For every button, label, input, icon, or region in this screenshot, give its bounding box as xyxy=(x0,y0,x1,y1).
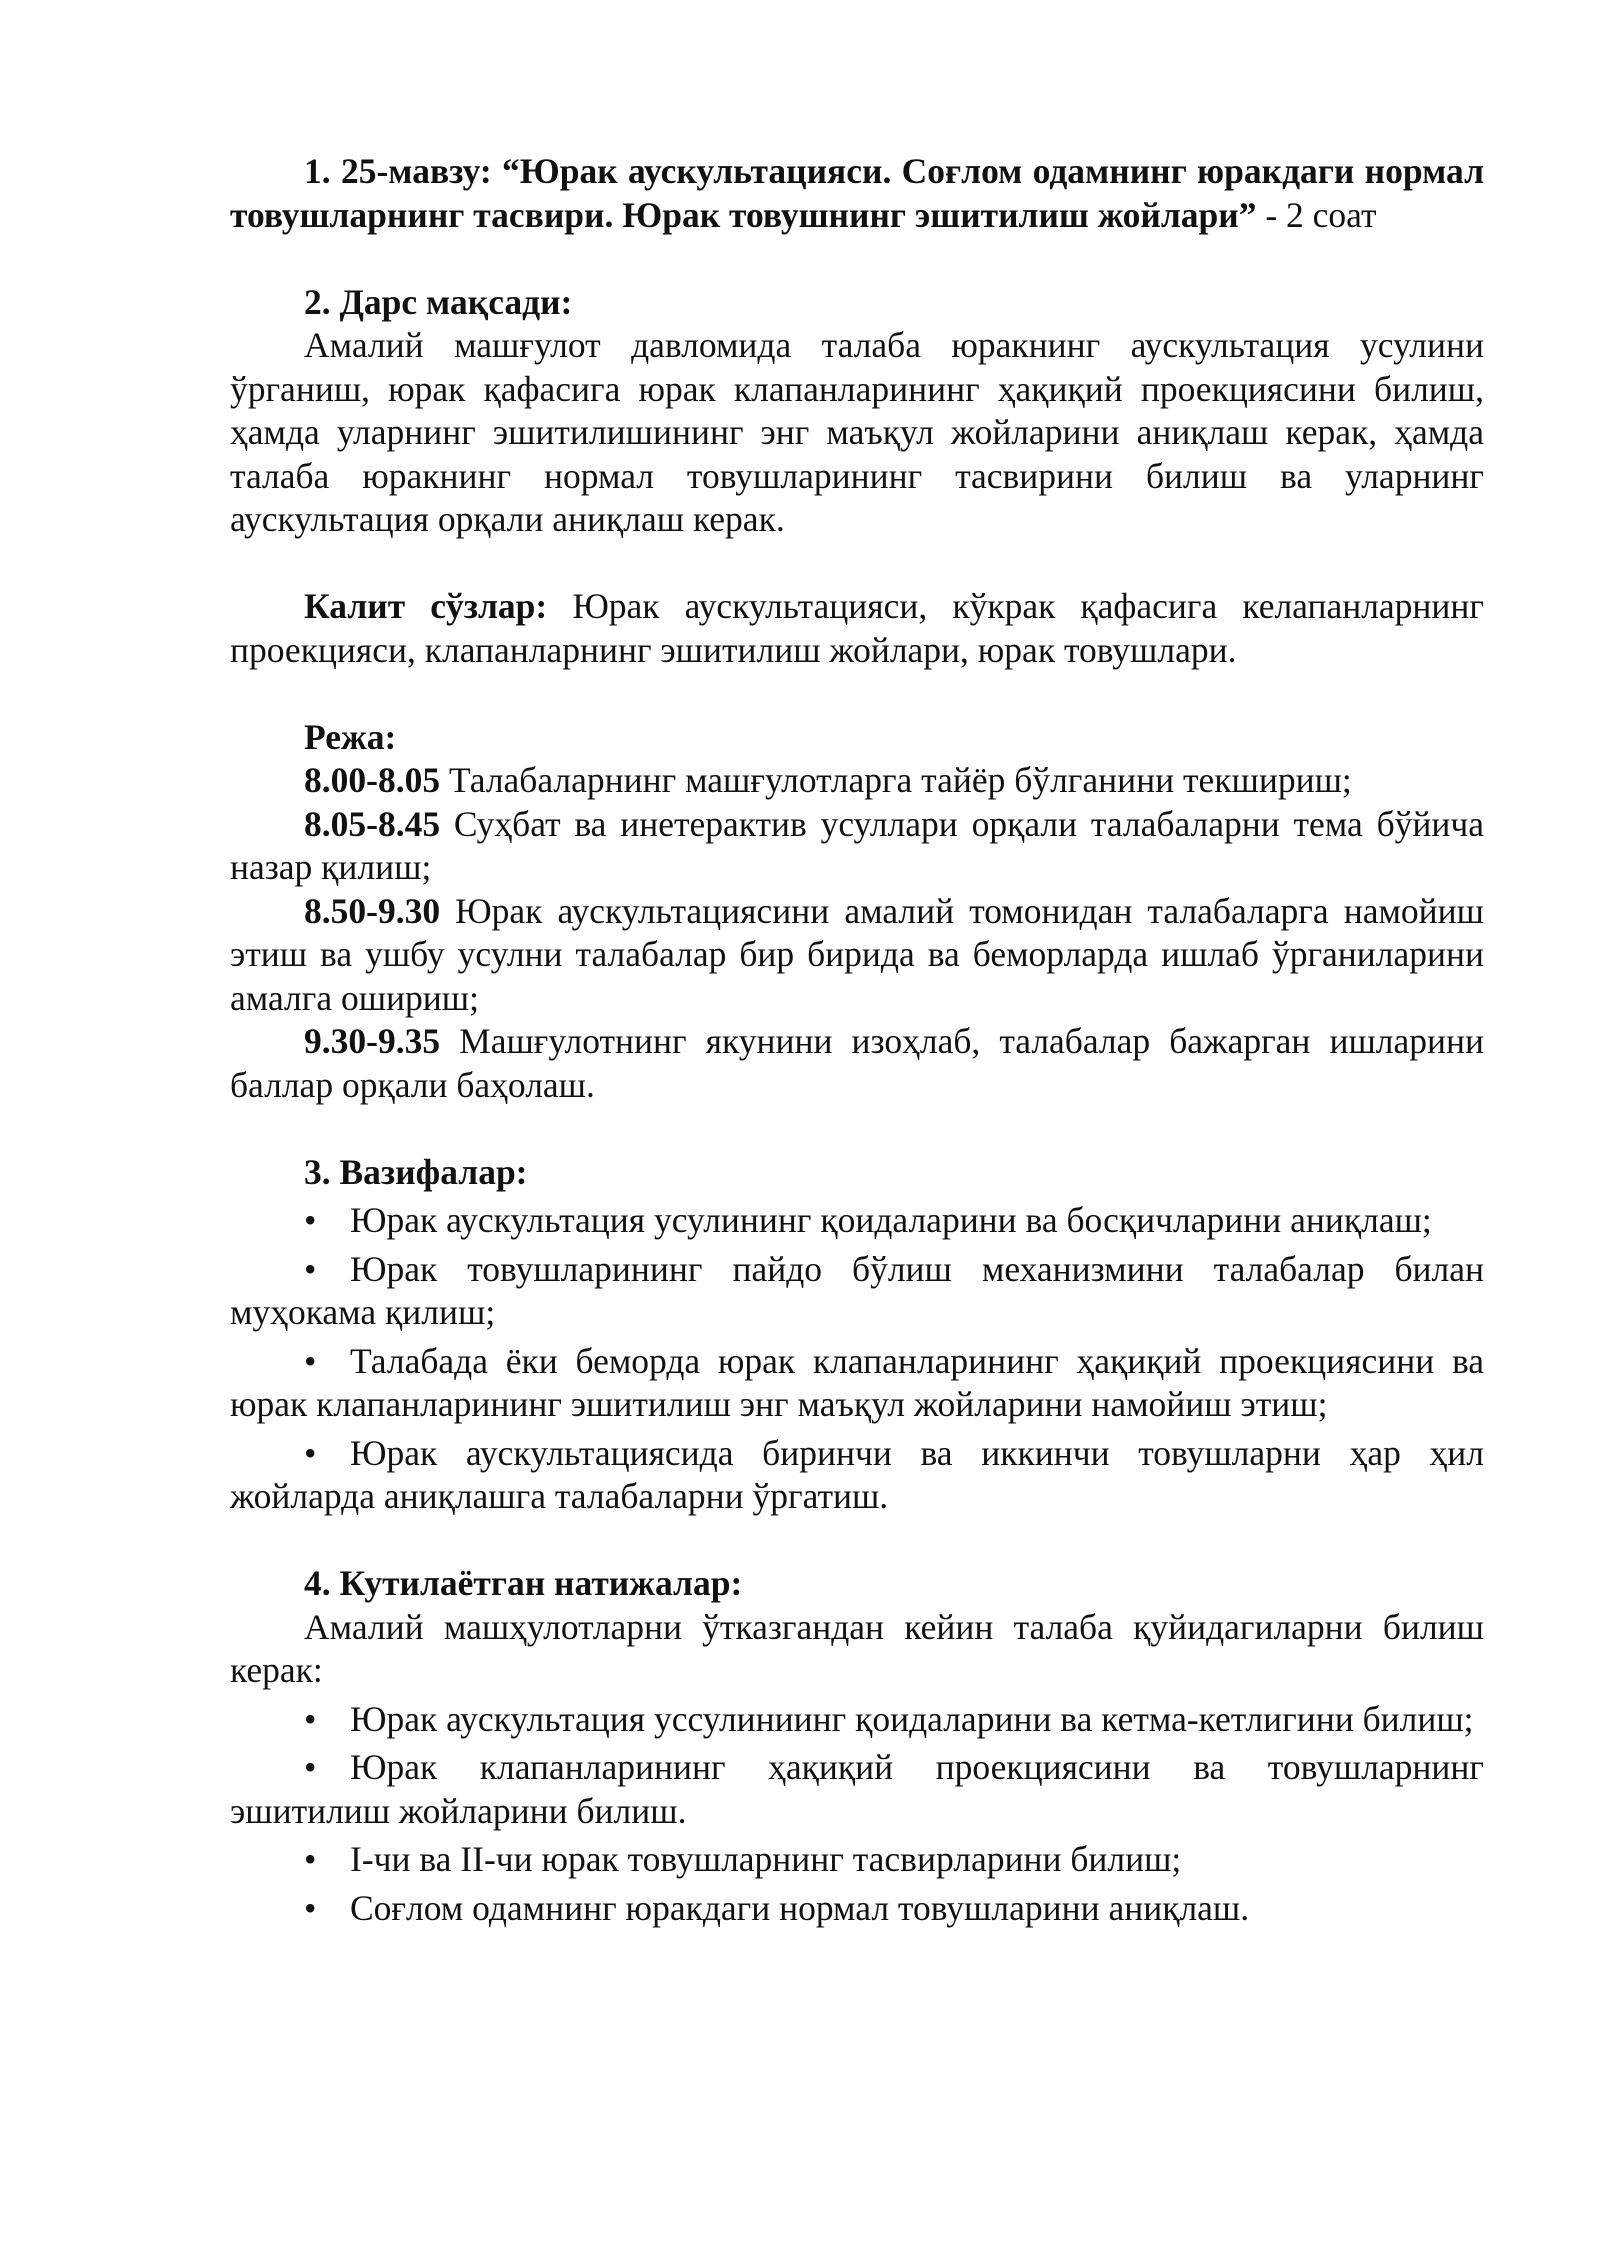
tasks-item-text: Юрак аускультациясида биринчи ва иккинчи товушларни ҳар ҳил жойларда аниқлашга талабаларни ўргатиш. xyxy=(230,1432,1484,1516)
topic-number: 1. xyxy=(304,151,331,191)
tasks-item xyxy=(230,1194,1484,1243)
goal-text: Амалий машғулот давломида талаба юракнинг аускультация усулини ўрганиш, юрак қафасига юрак клапанларининг ҳақиқий проекциясини билиш, ҳамда уларнинг эшитилишининг энг маъқул жойларини аниқлаш керак, ҳамда талаба юракнинг нормал товушларининг тасвирини билиш ва уларнинг аускультация орқали аниқлаш керак. xyxy=(230,325,1484,539)
keywords-label: Калит сўзлар: xyxy=(304,586,548,626)
plan-item-time: 8.05-8.45 xyxy=(304,803,441,844)
tasks-item-text: Юрак товушларининг пайдо бўлиш механизмини талабалар билан муҳокама қилиш; xyxy=(230,1248,1484,1332)
plan-item xyxy=(230,1020,1484,1107)
bullet-icon: • xyxy=(304,1887,317,1928)
topic-hours: - 2 соат xyxy=(1265,194,1377,235)
spacer xyxy=(230,237,1484,281)
keywords-paragraph xyxy=(230,585,1484,672)
plan-item-time: 9.30-9.35 xyxy=(304,1021,441,1061)
results-item-text: Юрак клапанларининг ҳақиқий проекциясини ва товушларнинг эшитилиш жойларини билиш. xyxy=(230,1747,1484,1831)
results-item-text: I-чи ва II-чи юрак товушларнинг тасвирларини билиш; xyxy=(350,1839,1182,1879)
spacer xyxy=(230,672,1484,716)
topic-paragraph xyxy=(230,150,1484,237)
plan-item xyxy=(230,759,1484,803)
plan-item-time: 8.50-9.30 xyxy=(304,890,441,931)
results-item xyxy=(230,1693,1484,1742)
keywords-text: Юрак аускультацияси, кўкрак қафасига келапанларнинг проекцияси, клапанларнинг эшитилиш жойлари, юрак товушлари. xyxy=(230,586,1484,670)
bullet-icon: • xyxy=(304,1839,317,1879)
goal-heading: 2. Дарс мақсади: xyxy=(304,281,573,322)
document-page xyxy=(230,150,1484,1930)
tasks-item xyxy=(230,1335,1484,1427)
plan-item-text: Машғулотнинг якунини изоҳлаб, талабалар бажарган ишларини баллар орқали баҳолаш. xyxy=(230,1021,1484,1105)
results-heading: 4. Кутилаётган натижалар: xyxy=(304,1563,743,1603)
results-item-text: Соғлом одамнинг юракдаги нормал товушларини аниқлаш. xyxy=(350,1887,1250,1928)
spacer xyxy=(230,1107,1484,1151)
bullet-icon: • xyxy=(304,1432,317,1473)
plan-item-text: Юрак аускультациясини амалий томонидан талабаларга намойиш этиш ва ушбу усулни талабалар бир бирида ва беморларда ишлаб ўрганиларини амалга ошириш; xyxy=(230,890,1484,1018)
plan-heading: Режа: xyxy=(304,716,397,757)
plan-item-text: Талабаларнинг машғулотларга тайёр бўлганини текшириш; xyxy=(440,760,1352,800)
spacer xyxy=(230,1519,1484,1563)
results-item-text: Юрак аускультация уссулиниинг қоидаларини ва кетма-кетлигини билиш; xyxy=(350,1698,1474,1739)
tasks-heading: 3. Вазифалар: xyxy=(304,1151,528,1192)
plan-item-text: Суҳбат ва инетерактив усуллари орқали талабаларни тема бўйича назар қилиш; xyxy=(230,803,1484,887)
topic-title: 25-мавзу: “Юрак аускультацияси. Соғлом одамнинг юракдаги нормал товушларнинг тасвири. Юрак товушнинг эшитилиш жойлари” xyxy=(230,151,1485,235)
results-item xyxy=(230,1741,1484,1833)
results-item xyxy=(230,1882,1484,1931)
tasks-item xyxy=(230,1427,1484,1519)
tasks-item xyxy=(230,1243,1484,1335)
tasks-item-text: Юрак аускультация усулининг қоидаларини ва босқичларини аниқлаш; xyxy=(350,1200,1432,1240)
plan-item-time: 8.00-8.05 xyxy=(304,760,441,800)
results-intro: Амалий машҳулотларни ўтказгандан кейин талаба қуйидагиларни билиш керак: xyxy=(230,1606,1484,1690)
bullet-icon: • xyxy=(304,1747,317,1787)
bullet-icon: • xyxy=(304,1698,317,1739)
bullet-icon: • xyxy=(304,1340,317,1381)
tasks-item-text: Талабада ёки беморда юрак клапанларининг ҳақиқий проекциясини ва юрак клапанларининг эшитилиш энг маъқул жойларини намойиш этиш; xyxy=(230,1340,1484,1424)
plan-item xyxy=(230,803,1484,890)
bullet-icon: • xyxy=(304,1200,317,1240)
plan-item xyxy=(230,890,1484,1021)
bullet-icon: • xyxy=(304,1248,317,1289)
spacer xyxy=(230,542,1484,586)
results-item xyxy=(230,1833,1484,1882)
